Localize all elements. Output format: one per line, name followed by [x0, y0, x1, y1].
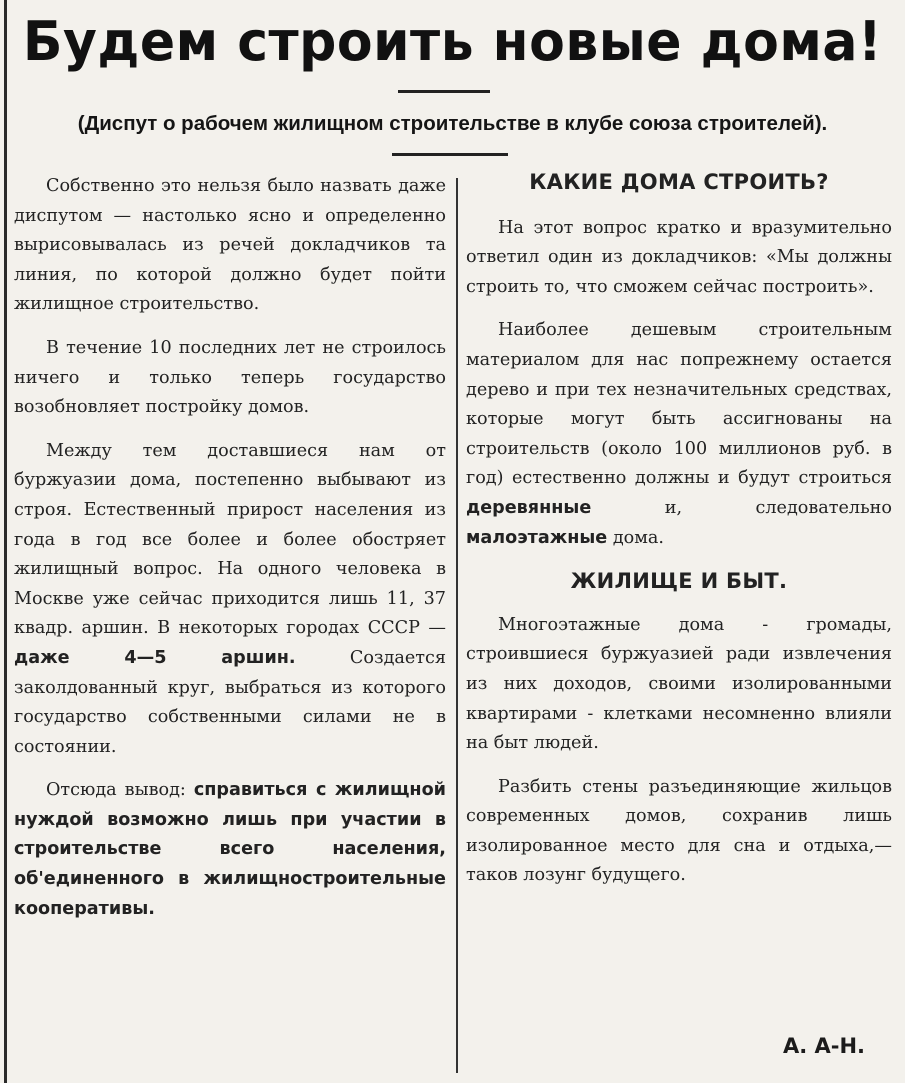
section-heading-2: ЖИЛИЩЕ И БЫТ. [570, 569, 788, 594]
right-paragraph-2 [466, 316, 892, 553]
left-paragraph-3-bold: даже 4—5 аршин. [14, 647, 296, 668]
left-paragraph-3-end: Создается заколдованный круг, выбраться из которого государство собственными силами не в состоянии. [14, 647, 446, 757]
right-column [466, 168, 892, 905]
right-paragraph-2-end: дома. [607, 527, 665, 548]
right-paragraph-2-mid: и, следовательно [591, 497, 892, 518]
left-paragraph-4-text: Отсюда вывод: [46, 780, 194, 801]
left-paragraph-4 [14, 776, 446, 924]
headline: Будем строить новые дома! [22, 10, 883, 74]
left-paragraph-3-text: Между тем доставшиеся нам от буржуазии дома, постепенно выбывают из строя. Естественный прирост населения из года в год все более и более обостряет жилищный вопрос. На одного человека в Москве уже сейчас приходится лишь 11, 37 квадр. аршин. В некоторых городах СССР — [14, 440, 446, 639]
left-column [14, 172, 446, 938]
page-left-border [4, 0, 7, 1083]
subtitle: (Диспут о рабочем жилищном строительстве в клубе союза строителей). [77, 112, 828, 135]
right-paragraph-1: На этот вопрос кратко и вразумительно ответил один из докладчиков: «Мы должны строить то, что сможем сейчас построить». [466, 217, 892, 297]
headline-rule [398, 90, 490, 93]
left-paragraph-3 [14, 437, 446, 763]
left-paragraph-1: Собственно это нельзя было назвать даже диспутом — настолько ясно и определенно вырисовывалась из речей докладчиков та линия, по которой должно будет пойти жилищное строительство. [14, 176, 446, 315]
left-paragraph-2: В течение 10 последних лет не строилось ничего и только теперь государство возобновляет постройку домов. [14, 337, 446, 418]
right-paragraph-4: Разбить стены разъединяющие жильцов современных домов, сохранив лишь изолированное место для сна и отдыха,—таков лозунг будущего. [466, 776, 892, 886]
section-heading-1: КАКИЕ ДОМА СТРОИТЬ? [529, 170, 829, 194]
left-paragraph-4-bold: справиться с жилищной нуждой возможно лишь при участии в строительстве всего населения, об'единенного в жилищностроительные кооперативы. [14, 780, 446, 919]
column-divider [456, 178, 458, 1073]
subtitle-rule [392, 153, 508, 156]
right-paragraph-2-text: Наиболее дешевым строительным материалом для нас попрежнему остается дерево и при тех незначительных средствах, которые могут быть ассигнованы на строительств (около 100 миллионов руб. в год) естественно должны и будут строиться [466, 320, 892, 489]
right-paragraph-2-bold-1: деревянные [466, 497, 592, 518]
right-paragraph-3: Многоэтажные дома - громады, строившиеся буржуазией ради извлечения из них доходов, своими изолированными квартирами - клетками несомненно влияли на быт людей. [466, 614, 892, 754]
right-paragraph-2-bold-2: малоэтажные [466, 527, 608, 548]
author-signature: А. А-Н. [782, 1034, 865, 1058]
